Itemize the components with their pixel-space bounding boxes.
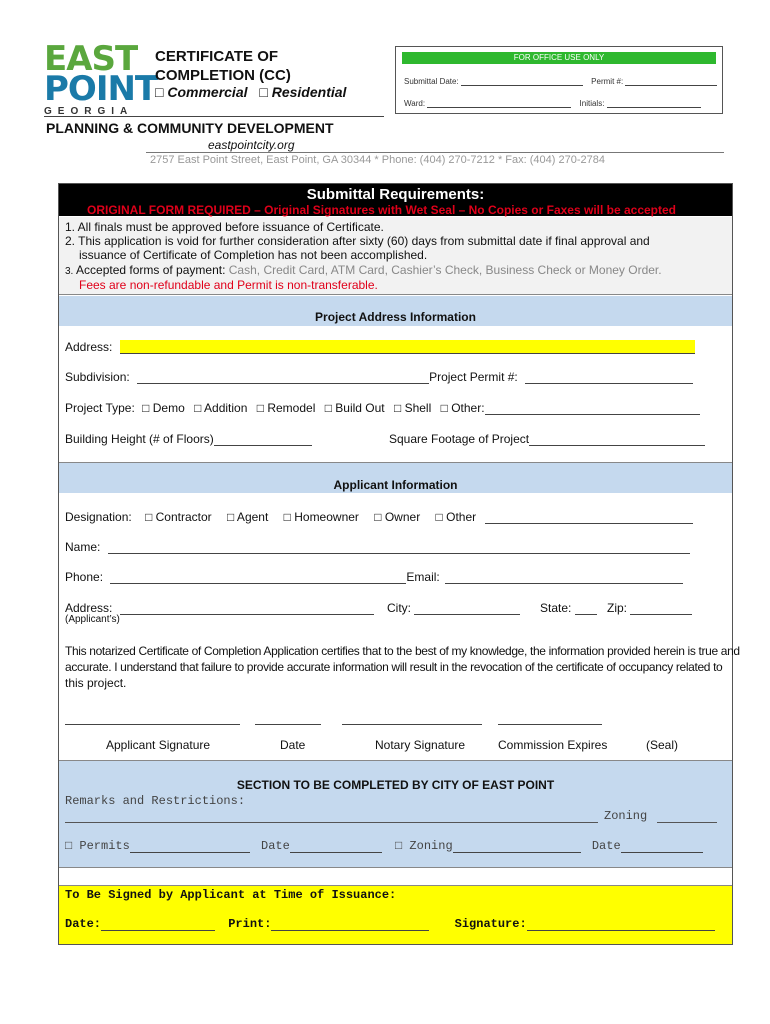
project-address-label: Address: [65, 340, 113, 354]
header-divider [146, 152, 724, 153]
zoning-field[interactable] [453, 842, 581, 853]
email-label: Email: [406, 570, 440, 584]
zoning-date-field[interactable] [621, 842, 703, 853]
ward-field[interactable] [427, 99, 571, 108]
remarks-label: Remarks and Restrictions: [65, 794, 246, 808]
designation-homeowner-checkbox[interactable]: □ Homeowner [283, 510, 359, 524]
submittal-date-label: Submittal Date: [404, 77, 459, 86]
requirements-list [59, 217, 732, 295]
certification-line1: This notarized Certificate of Completion Application certifies that to the best of my knowledge, the information provided herein is true and [65, 644, 740, 658]
city-section-header: SECTION TO BE COMPLETED BY CITY OF EAST POINT [236, 778, 555, 792]
website: eastpointcity.org [208, 138, 295, 152]
square-footage-label: Square Footage of Project [389, 432, 530, 446]
logo-divider [44, 116, 384, 117]
logo-state: GEORGIA [44, 106, 134, 117]
requirement-3-number: 3. [65, 266, 74, 277]
office-use-bar: FOR OFFICE USE ONLY [402, 52, 716, 64]
logo-word-east: EAST [44, 39, 138, 79]
issuance-print-label: Print: [228, 917, 272, 931]
zoning-right-field[interactable] [657, 822, 717, 823]
type-remodel-checkbox[interactable]: □ Remodel [256, 401, 316, 415]
zoning-right-label: Zoning [604, 809, 648, 823]
name-field[interactable] [108, 542, 690, 554]
designation-contractor-checkbox[interactable]: □ Contractor [145, 510, 212, 524]
permits-field[interactable] [130, 842, 250, 853]
designation-other-field[interactable] [485, 512, 693, 524]
form-title-line1: CERTIFICATE OF [155, 48, 279, 65]
type-other-checkbox[interactable]: □ Other: [440, 401, 485, 415]
seal-label: (Seal) [646, 738, 679, 752]
initials-label: Initials: [579, 99, 605, 108]
project-permit-field[interactable] [525, 372, 693, 384]
designation-agent-checkbox[interactable]: □ Agent [227, 510, 269, 524]
issuance-date-label: Date: [65, 917, 102, 931]
state-field[interactable] [575, 603, 597, 615]
logo-word-point: POINT [44, 69, 158, 109]
date-signature-line[interactable] [255, 724, 321, 725]
issuance-date-field[interactable] [101, 920, 215, 931]
applicants-note: (Applicant’s) [65, 614, 120, 625]
requirements-title: Submittal Requirements: [306, 186, 485, 203]
state-label: State: [540, 601, 572, 615]
square-footage-field[interactable] [529, 434, 705, 446]
date-label: Date [280, 738, 306, 752]
issuance-signature-field[interactable] [527, 920, 715, 931]
contact-line: 2757 East Point Street, East Point, GA 30344 * Phone: (404) 270-7212 * Fax: (404) 270-2784 [150, 154, 605, 166]
designation-label: Designation: [65, 510, 132, 524]
phone-field[interactable] [110, 572, 406, 584]
applicant-signature-label: Applicant Signature [106, 738, 211, 752]
type-options [155, 84, 346, 100]
issuance-section [59, 885, 732, 944]
requirement-2-line1: 2. This application is void for further consideration after sixty (60) days from submittal date if final approval and [65, 234, 650, 248]
payment-methods: Cash, Credit Card, ATM Card, Cashier’s Check, Business Check or Money Order. [228, 263, 662, 277]
office-permit-field[interactable] [625, 77, 717, 86]
city-field[interactable] [414, 603, 520, 615]
payment-label: Accepted forms of payment: [76, 263, 226, 277]
permits-date-label: Date [261, 839, 290, 853]
building-height-label: Building Height (# of Floors) [65, 432, 214, 446]
type-other-field[interactable] [485, 403, 700, 415]
type-shell-checkbox[interactable]: □ Shell [394, 401, 432, 415]
fees-notice: Fees are non-refundable and Permit is non-transferable. [79, 278, 378, 292]
name-label: Name: [65, 540, 101, 554]
ward-label: Ward: [404, 99, 426, 108]
type-demo-checkbox[interactable]: □ Demo [142, 401, 185, 415]
building-height-field[interactable] [214, 434, 312, 446]
permits-date-field[interactable] [290, 842, 382, 853]
subdivision-label: Subdivision: [65, 370, 130, 384]
initials-field[interactable] [607, 99, 701, 108]
email-field[interactable] [445, 572, 683, 584]
remarks-field[interactable] [65, 822, 598, 823]
city-section [59, 760, 732, 868]
type-addition-checkbox[interactable]: □ Addition [194, 401, 248, 415]
commission-expires-label: Commission Expires [498, 738, 608, 752]
designation-owner-checkbox[interactable]: □ Owner [374, 510, 421, 524]
notary-signature-label: Notary Signature [375, 738, 466, 752]
applicant-address-label: Address: [65, 601, 113, 615]
east-point-logo [44, 39, 158, 120]
project-type-label: Project Type: [65, 401, 135, 415]
project-address-field[interactable] [120, 340, 695, 354]
project-section-header: Project Address Information [59, 296, 732, 326]
form-title-line2: COMPLETION (CC) [155, 67, 291, 84]
commission-expires-line[interactable] [498, 724, 602, 725]
requirement-1: 1. All finals must be approved before issuance of Certificate. [65, 220, 384, 234]
issuance-heading: To Be Signed by Applicant at Time of Issuance: [65, 888, 397, 902]
zip-label: Zip: [607, 601, 628, 615]
issuance-print-field[interactable] [271, 920, 429, 931]
applicant-signature-line[interactable] [65, 724, 240, 725]
certification-line3: this project. [65, 676, 127, 690]
department-name: PLANNING & COMMUNITY DEVELOPMENT [46, 120, 334, 136]
zip-field[interactable] [630, 603, 692, 615]
designation-other-checkbox[interactable]: □ Other [435, 510, 477, 524]
requirement-2-line2: issuance of Certificate of Completion has not been accomplished. [79, 248, 428, 262]
subdivision-field[interactable] [137, 372, 429, 384]
project-permit-label: Project Permit #: [429, 370, 518, 384]
permits-checkbox[interactable]: □ Permits [65, 839, 130, 853]
original-form-notice: ORIGINAL FORM REQUIRED – Original Signatures with Wet Seal – No Copies or Faxes will be accepted [87, 203, 677, 217]
commercial-checkbox[interactable]: □ Commercial [155, 84, 248, 100]
issuance-signature-label: Signature: [454, 917, 527, 931]
zoning-checkbox[interactable]: □ Zoning [395, 839, 453, 853]
city-label: City: [387, 601, 411, 615]
residential-checkbox[interactable]: □ Residential [259, 84, 347, 100]
certification-text [65, 643, 740, 691]
type-build-out-checkbox[interactable]: □ Build Out [324, 401, 385, 415]
submittal-date-field[interactable] [461, 77, 583, 86]
zoning-date-label: Date [591, 839, 621, 853]
notary-signature-line[interactable] [342, 724, 482, 725]
certification-line2: accurate. I understand that failure to provide accurate information will result in the revocation of the certificate of occupancy related to [65, 660, 723, 674]
applicant-section-header: Applicant Information [59, 463, 732, 493]
office-use-box [395, 46, 723, 114]
phone-label: Phone: [65, 570, 104, 584]
applicant-address-field[interactable] [120, 603, 374, 615]
office-permit-label: Permit #: [591, 77, 624, 86]
